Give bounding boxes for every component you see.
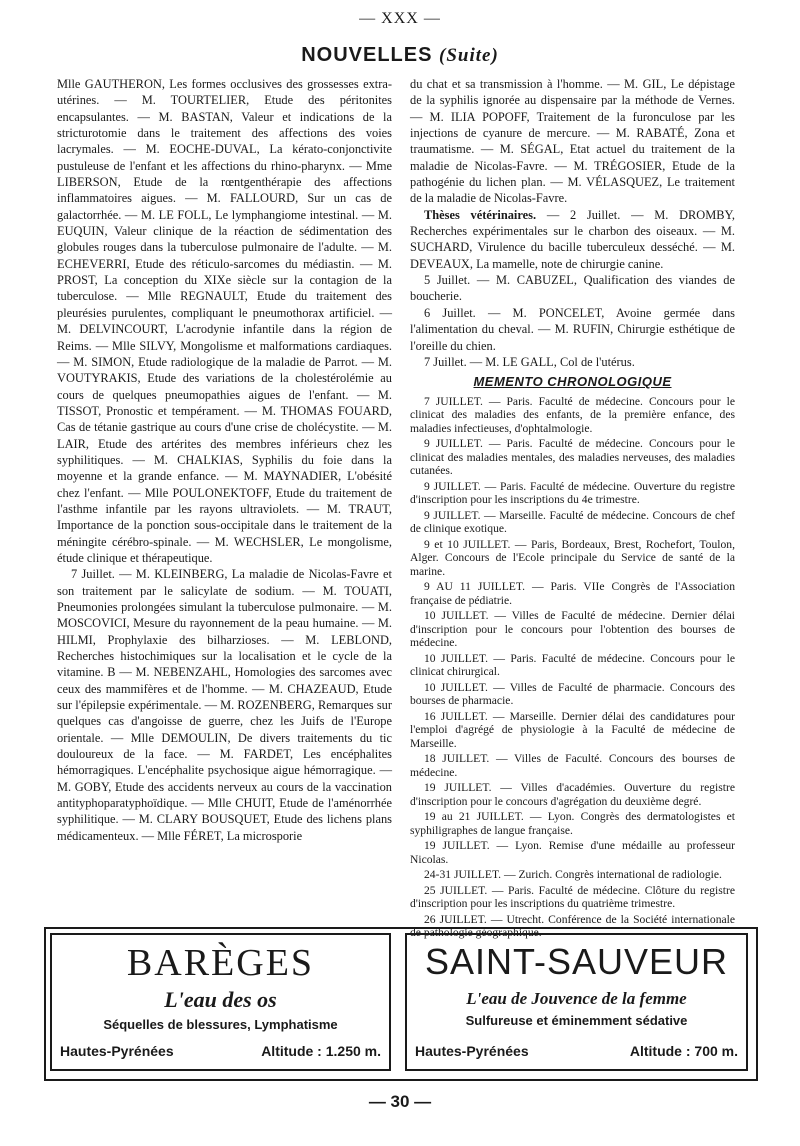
section-title-suite: (Suite)	[439, 45, 499, 66]
left-column	[57, 76, 392, 844]
section-heading	[0, 44, 800, 67]
theses-veterinaires-label: Thèses vétérinaires.	[424, 207, 537, 222]
memento-item: 10 JUILLET. — Villes de Faculté de pharmacie. Concours des bourses de pharmacie.	[410, 680, 735, 708]
page-number: — 30 —	[368, 1092, 432, 1111]
ad-bareges	[50, 933, 391, 1071]
ad-bareges-altitude: Altitude : 1.250 m.	[261, 1043, 381, 1059]
ad-saint-sauveur-tagline: L'eau de Jouvence de la femme	[466, 989, 687, 1008]
ad-bareges-footer	[60, 1043, 381, 1059]
memento-item: 9 JUILLET. — Paris. Faculté de médecine. Ouverture du registre d'inscription pour les inscriptions du 4e trimestre.	[410, 479, 735, 507]
ad-saint-sauveur	[405, 933, 748, 1071]
ad-saint-sauveur-region: Hautes-Pyrénées	[415, 1043, 529, 1059]
ad-saint-sauveur-name: SAINT-SAUVEUR	[424, 941, 729, 982]
memento-list	[410, 395, 735, 940]
ad-bareges-description: Séquelles de blessures, Lymphatisme	[103, 1017, 338, 1032]
memento-item: 19 au 21 JUILLET. — Lyon. Congrès des dermatologistes et syphiligraphes de langue française.	[410, 810, 735, 837]
memento-item: 9 AU 11 JUILLET. — Paris. VIIe Congrès de l'Association française de pédiatrie.	[410, 580, 735, 607]
folio-roman: — XXX —	[359, 10, 441, 27]
theses-vet-text-3: 6 Juillet. — M. PONCELET, Avoine germée dans l'alimentation du cheval. — M. RUFIN, Chirurgie esthétique de l'oreille du chien.	[410, 305, 735, 353]
memento-title: MEMENTO CHRONOLOGIQUE	[473, 374, 672, 390]
theses-vet-text-4: 7 Juillet. — M. LE GALL, Col de l'utérus.	[424, 354, 635, 369]
theses-paragraph-2: 7 Juillet. — M. KLEINBERG, La maladie de Nicolas-Favre et son traitement par le salicylate de sodium. — M. TOUATI, Pneumonies prolongées simulant la tuberculose pulmonaire. — M. MOSCOVICI, Mesure du rayonnement de la peau humaine. — M. HILMI, Prophylaxie des bilharzioses. — M. LEBLOND, Recherches histochimiques sur la localisation et le cycle de la vitamine. B — M. NEBENZAHL, Homologies des sarcomes avec ceux des mammifères et de l'homme. — M. CHAZEAUD, Etude sur l'épilepsie expérimentale. — M. ROZENBERG, Remarques sur quelques cas d'angoisse de guerre, chez les Juifs de l'Europe orientale. — Mlle DEMOULIN, De divers traitements du tic douloureux de la face. — M. FARDET, Les encéphalites hémorragiques. L'encéphalite psychosique aigue hémorragique. — M. GOBY, Etude des accidents nerveux au cours de la vaccination antityphoparatyphoïdique. — Mlle CHUIT, Etude de l'aménorrhée syphilitique. — M. CLARY BOUSQUET, Etude des lichens plans médicamenteux. — Mlle FÉRET, La microsporie	[57, 567, 392, 843]
memento-item: 24-31 JUILLET. — Zurich. Congrès international de radiologie.	[424, 868, 722, 882]
memento-item: 25 JUILLET. — Paris. Faculté de médecine. Clôture du registre d'inscription pour les inscriptions du quatrième trimestre.	[410, 883, 735, 911]
theses-paragraph-1: Mlle GAUTHERON, Les formes occlusives des grossesses extra-utérines. — M. TOURTELIER, Etude des péritonites encapsulantes. — M. BASTAN, Valeur et indications de la stricturotomie dans le traitement des affections des voies lacrymales. — M. EOCHE-DUVAL, La kérato-conjonctivite pustuleuse de l'enfant et les affections du rhino-pharynx. — Mme LIBERSON, Etude de la rœntgenthérapie des affections inflammatoires aigues. — M. FALLOURD, Sur un cas de galactorrhée. — M. LE FOLL, Le lymphangiome intestinal. — M. EUQUIN, Valeur clinique de la réaction de sédimentation des globules rouges dans la tuberculose pulmonaire de l'adulte. — M. ECHEVERRI, Etude des réticulo-sarcomes du médiastin. — M. PROST, La conception du XIXe siècle sur la contagion de la tuberculose. — Mlle REGNAULT, Etude du traitement des pleurésies purulentes, compliquant le pneumothorax artificiel. — M. DELVINCOURT, L'acrodynie infantile dans la région de Reims. — Mlle SILVY, Mongolisme et malformations cardiaques. — M. SIMON, Etude radiologique de la maladie de Parrot. — M. VOUTYRAKIS, Etude des variations de la cholestérolémie au cours de quelques pneumopathies aigues de l'enfant. — M. TISSOT, Pronostic et tempérament. — M. THOMAS FOUARD, Cas de tétanie gastrique au cours d'une crise de cholécystite. — M. LAIR, Etude des artérites des membres inférieurs chez les syphilitiques. — M. CHALKIAS, Syphilis du foie dans la moyenne et la grande enfance. — M. MAYNADIER, L'obésité chez l'enfant. — Mlle POULONEKTOFF, Etude du traitement de l'asthme infantile par les rayons ultraviolets. — M. TRAUT, Importance de la ponction sous-occipitale dans le traitement de la méningite cérébro-spinale. — M. WECHSLER, Le mongolisme, étude clinique et thérapeutique.	[57, 77, 392, 565]
memento-item: 7 JUILLET. — Paris. Faculté de médecine. Concours pour le clinicat des maladies des enfants, de la première enfance, des maladies infectieuses, d'ophtalmologie.	[410, 394, 735, 435]
memento-item: 26 JUILLET. — Utrecht. Conférence de la Société internationale de pathologie géographique.	[410, 912, 735, 940]
section-title: NOUVELLES	[301, 44, 433, 66]
ad-bareges-tagline: L'eau des os	[164, 987, 277, 1012]
memento-item: 19 JUILLET. — Lyon. Remise d'une médaille au professeur Nicolas.	[410, 839, 735, 866]
ad-bareges-region: Hautes-Pyrénées	[60, 1043, 174, 1059]
theses-continuation: du chat et sa transmission à l'homme. — M. GIL, Le dépistage de la syphilis ignorée au dispensaire par la méthode de Vernes. — M. ILIA POPOFF, Traitement de la furonculose par les injections de cyanure de mercure. — M. RABATÉ, Zona et traumatisme. — M. SÉGAL, Etat actuel du traitement de la maladie de Nicolas-Favre. — M. TRÉGOSIER, Etude de la pathogénie du lichen plan. — M. VÉLASQUEZ, Le traitement de la maladie de Nicolas-Favre.	[410, 77, 735, 206]
ad-saint-sauveur-description: Sulfureuse et éminemment sédative	[465, 1013, 688, 1028]
theses-vet-text-2: 5 Juillet. — M. CABUZEL, Qualification des viandes de boucherie.	[410, 273, 735, 304]
ad-saint-sauveur-footer	[415, 1043, 738, 1059]
memento-item: 9 JUILLET. — Paris. Faculté de médecine. Concours pour le clinicat des maladies mentales, des maladies nerveuses, des maladies cutanées.	[410, 437, 735, 478]
ad-saint-sauveur-altitude: Altitude : 700 m.	[629, 1043, 738, 1059]
memento-item: 9 JUILLET. — Marseille. Faculté de médecine. Concours de chef de clinique exotique.	[410, 508, 735, 536]
memento-item: 16 JUILLET. — Marseille. Dernier délai des candidatures pour l'emploi d'agrégé de physiologie à la Faculté de médecine de Marseille.	[410, 709, 735, 750]
theses-vet-text-1: — 2 Juillet. — M. DROMBY, Recherches expérimentales sur le charbon des oiseaux. — M. SUCHARD, Virulence du bacille tuberculeux desséché. — M. DEVEAUX, La mamelle, note de chirurgie canine.	[410, 207, 735, 271]
ad-bareges-name: BARÈGES	[126, 942, 315, 984]
memento-item: 18 JUILLET. — Villes de Faculté. Concours des bourses de médecine.	[410, 752, 735, 779]
advertisement-frame	[44, 927, 758, 1081]
theses-veterinaires-paragraph	[410, 207, 735, 272]
memento-item: 10 JUILLET. — Villes de Faculté de médecine. Dernier délai d'inscription pour le concours pour l'obtention des bourses de médecine.	[410, 609, 735, 650]
memento-item: 10 JUILLET. — Paris. Faculté de médecine. Concours pour le clinicat chirurgical.	[410, 651, 735, 679]
right-column	[410, 76, 735, 942]
memento-item: 19 JUILLET. — Villes d'académies. Ouverture du registre d'inscription pour le concours d'agrégation du deuxième degré.	[410, 781, 735, 808]
memento-item: 9 et 10 JUILLET. — Paris, Bordeaux, Brest, Rochefort, Toulon, Alger. Concours de l'Ecole principale du Service de santé de la marine.	[410, 537, 735, 578]
